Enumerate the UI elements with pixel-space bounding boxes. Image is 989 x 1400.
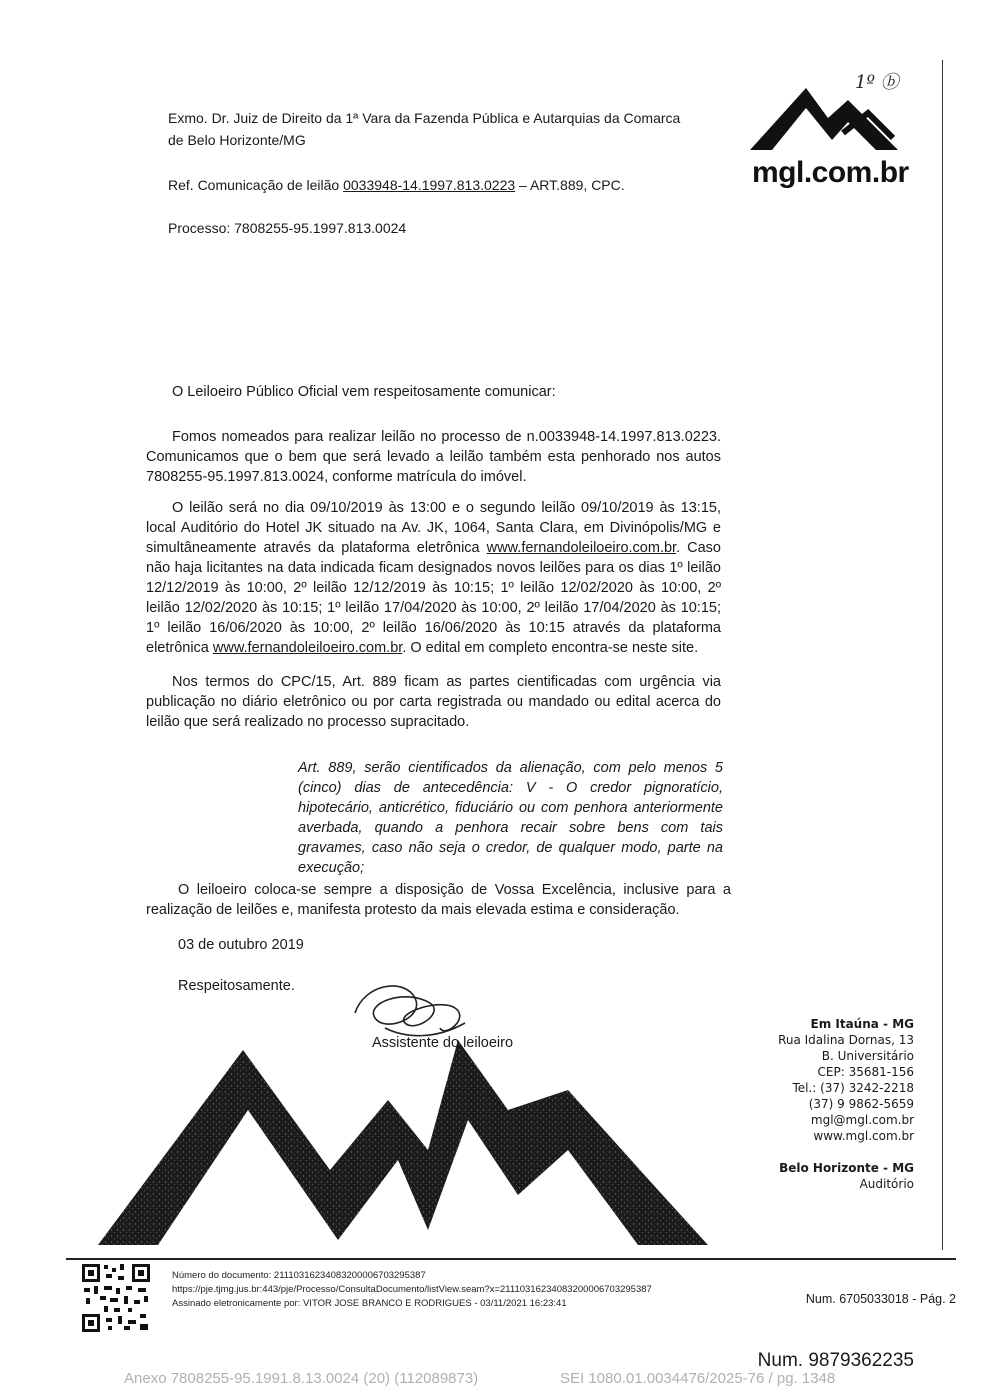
mgl-logo	[748, 78, 928, 198]
contact-district: B. Universitário	[821, 1049, 914, 1063]
processo-line: Processo: 7808255-95.1997.813.0024	[168, 220, 407, 236]
signature-caption: Assistente do leiloeiro	[372, 1035, 514, 1051]
handwritten-mark: 1º ⓑ	[855, 72, 899, 93]
article-quote: Art. 889, serão cientificados da alienação, com pelo menos 5 (cinco) dias de antecedência: V - O credor pignoratício, hipotecário, anticrético, fiduciário ou com penhora anteriormente averbada, quando a penhora recair sobre bens com tais gravames, caso não seja o credor, de qualquer modo, parte na execução;	[298, 760, 723, 876]
footer-num-big: Num. 9879362235	[757, 1350, 914, 1371]
logo-text: mgl.com.br	[752, 156, 909, 189]
paragraph-1: Fomos nomeados para realizar leilão no processo de n.0033948-14.1997.813.0223. Comunicamos que o bem que será levado a leilão também esta penhorado nos autos 7808255-95.1997.813.0024, conforme matrícula do imóvel.	[146, 429, 721, 485]
sei-reference: SEI 1080.01.0034476/2025-76 / pg. 1348	[560, 1370, 836, 1387]
contact-city-itauna: Em Itaúna - MG	[810, 1017, 914, 1031]
p2-part-b: . Caso não haja licitantes na data indicada ficam designados novos leilões para os dias 1º leilão 12/12/2019 às 10:00, 2º leilão 12/12/2019 às 10:15; 1º leilão 12/02/2020 às 10:00, 2º leilão 12/02/2020 às 10:15; 1º leilão 17/04/2020 às 10:00, 2º leilão 17/04/2020 às 10:15; 1º leilão 16/06/2020 às 10:00, 2º leilão 16/06/2020 às 10:15 através da plataforma eletrônica	[146, 540, 721, 656]
contact-phone: Tel.: (37) 3242-2218	[792, 1081, 914, 1095]
paragraph-2	[146, 498, 721, 658]
footer-url[interactable]: https://pje.tjmg.jus.br:443/pje/Processo/ConsultaDocumento/listView.seam?x=21110316234083200006703295387	[172, 1284, 652, 1295]
ref-number: 0033948-14.1997.813.0223	[343, 177, 516, 193]
contact-city-bh: Belo Horizonte - MG	[779, 1161, 914, 1175]
annex-reference: Anexo 7808255-95.1991.8.13.0024 (20) (112089873)	[124, 1370, 479, 1387]
contact-cep: CEP: 35681-156	[817, 1065, 914, 1079]
reference-line	[168, 175, 728, 195]
contact-street: Rua Idalina Dornas, 13	[778, 1033, 914, 1047]
p2-part-c: . O edital em completo encontra-se neste site.	[402, 640, 699, 656]
page-border-line	[942, 60, 943, 1250]
ref-prefix: Ref. Comunicação de leilão	[168, 177, 344, 193]
contact-website[interactable]: www.mgl.com.br	[813, 1129, 914, 1143]
footer-doc-number: Número do documento: 21110316234083200006703295387	[172, 1270, 426, 1281]
contact-venue: Auditório	[859, 1177, 914, 1191]
letter-date: 03 de outubro 2019	[178, 937, 304, 953]
footer-signed: Assinado eletronicamente por: VITOR JOSE BRANCO E RODRIGUES - 03/11/2021 16:23:41	[172, 1298, 567, 1309]
auction-site-link-1[interactable]: www.fernandoleiloeiro.com.br	[486, 540, 677, 556]
footer-num-page: Num. 6705033018 - Pág. 2	[805, 1292, 956, 1306]
auction-site-link-2[interactable]: www.fernandoleiloeiro.com.br	[212, 640, 403, 656]
qr-code-icon[interactable]	[80, 1262, 152, 1334]
contact-cellphone: (37) 9 9862-5659	[808, 1097, 914, 1111]
ref-suffix: – ART.889, CPC.	[515, 177, 625, 193]
contact-email[interactable]: mgl@mgl.com.br	[810, 1113, 914, 1127]
contact-block	[700, 1016, 914, 1192]
p2-part-a: O leilão será no dia 09/10/2019 às 13:00 e o segundo leilão 09/10/2019 às 13:15, local Auditório do Hotel JK situado na Av. JK, 1064, Santa Clara, em Divinópolis/MG e simultâneamente através da plataforma eletrônica	[146, 500, 721, 556]
addressee-line-1: Exmo. Dr. Juiz de Direito da 1ª Vara da Fazenda Pública e Autarquias da Comarca	[168, 110, 681, 126]
paragraph-4: O leiloeiro coloca-se sempre a disposição de Vossa Excelência, inclusive para a realização de leilões e, manifesta protesto da mais elevada estima e consideração.	[146, 882, 731, 918]
letter-closing: Respeitosamente.	[178, 978, 295, 994]
addressee-line-2: de Belo Horizonte/MG	[168, 132, 306, 148]
mountain-logo-icon	[748, 78, 928, 158]
footer-separator	[66, 1258, 956, 1260]
paragraph-3: Nos termos do CPC/15, Art. 889 ficam as partes cientificadas com urgência via publicação no diário eletrônico ou por carta registrada ou mandado ou edital acerca do leilão que será realizado no processo supracitado.	[146, 674, 721, 730]
letter-intro: O Leiloeiro Público Oficial vem respeitosamente comunicar:	[172, 384, 556, 400]
